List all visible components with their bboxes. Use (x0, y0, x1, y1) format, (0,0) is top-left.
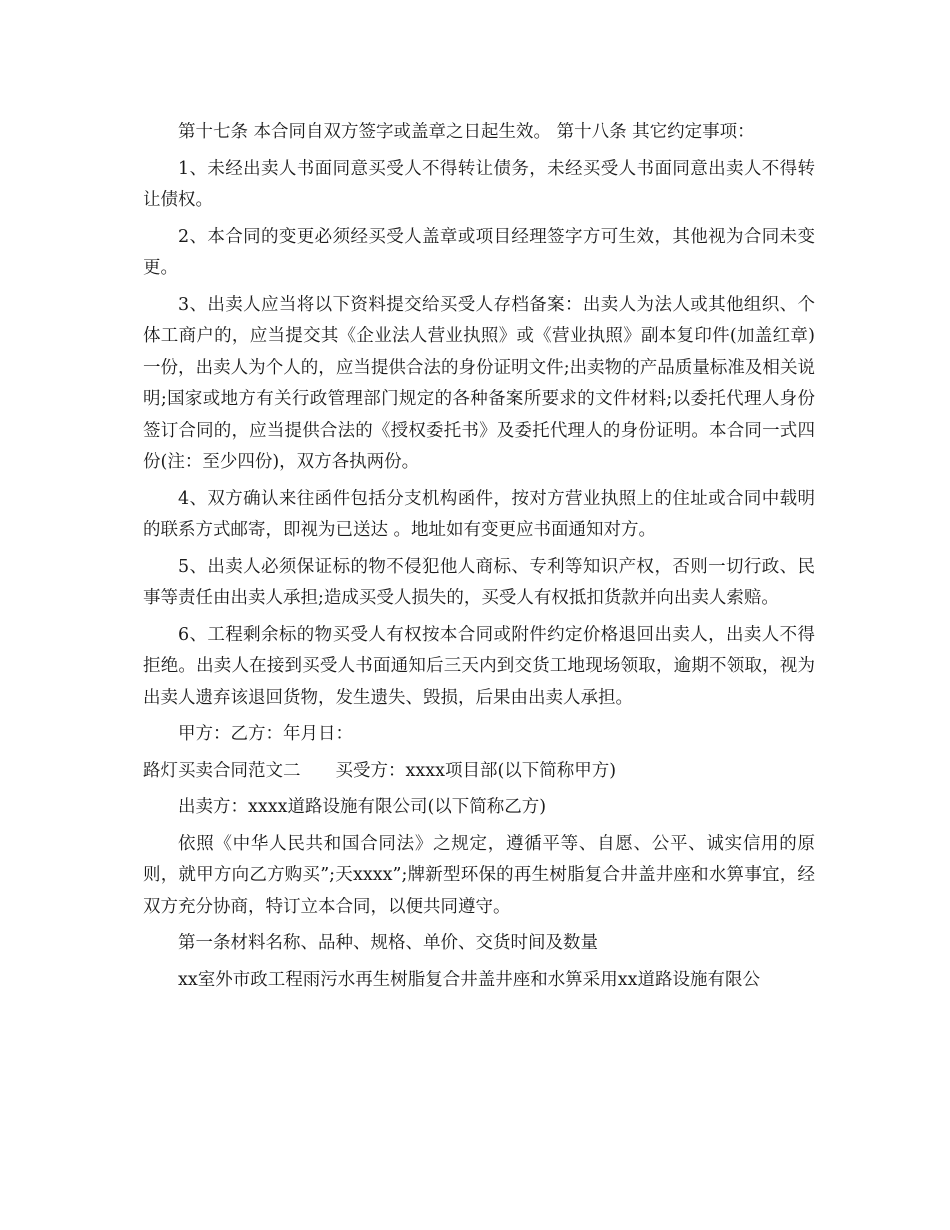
second-contract-title: 路灯买卖合同范文二 买受方：xxxx项目部(以下简称甲方) (143, 760, 617, 781)
seller-line: 出卖方：xxxx道路设施有限公司(以下简称乙方) (178, 797, 547, 817)
article-1-text: xx室外市政工程雨污水再生树脂复合井盖井座和水箅采用xx道路设施有限公 (178, 969, 760, 990)
clause-item-6: 6、工程剩余标的物买受人有权按本合同或附件约定价格退回出卖人，出卖人不得拒绝。出卖人在接到买受人书面通知后三天内到交货工地现场领取，逾期不领取，视为出卖人遗弃该退回货物，发生遗失、毁损，后果由出卖人承担。 (143, 624, 815, 708)
clause-17-18: 第十七条 本合同自双方签字或盖章之日起生效。 第十八条 其它约定事项： (178, 122, 755, 142)
article-1-heading: 第一条材料名称、品种、规格、单价、交货时间及数量 (178, 933, 598, 953)
clause-item-2: 2、本合同的变更必须经买受人盖章或项目经理签字方可生效，其他视为合同未变更。 (143, 226, 815, 278)
clause-item-1: 1、未经出卖人书面同意买受人不得转让债务，未经买受人书面同意出卖人不得转让债权。 (143, 158, 815, 210)
preamble-paragraph: 依照《中华人民共和国合同法》之规定，遵循平等、自愿、公平、诚实信用的原则，就甲方向乙方购买”;天xxxx”;牌新型环保的再生树脂复合井盖井座和水箅事宜，经双方充分协商，特订立本合同，以便共同遵守。 (143, 833, 815, 917)
clause-item-5: 5、出卖人必须保证标的物不侵犯他人商标、专利等知识产权，否则一切行政、民事等责任由出卖人承担;造成买受人损失的，买受人有权抵扣货款并向出卖人索赔。 (143, 556, 815, 608)
signature-line: 甲方：乙方：年月日： (178, 724, 353, 744)
clause-item-4: 4、双方确认来往函件包括分支机构函件，按对方营业执照上的住址或合同中载明的联系方式邮寄，即视为已送达 。地址如有变更应书面通知对方。 (143, 488, 815, 540)
document-body (143, 117, 815, 1001)
clause-item-3: 3、出卖人应当将以下资料提交给买受人存档备案：出卖人为法人或其他组织、个体工商户的，应当提交其《企业法人营业执照》或《营业执照》副本复印件(加盖红章)一份，出卖人为个人的，应当提供合法的身份证明文件;出卖物的产品质量标准及相关说明;国家或地方有关行政管理部门规定的各种备案所要求的文件材料;以委托代理人身份签订合同的，应当提供合法的《授权委托书》及委托代理人的身份证明。本合同一式四份(注：至少四份)，双方各执两份。 (143, 294, 815, 472)
